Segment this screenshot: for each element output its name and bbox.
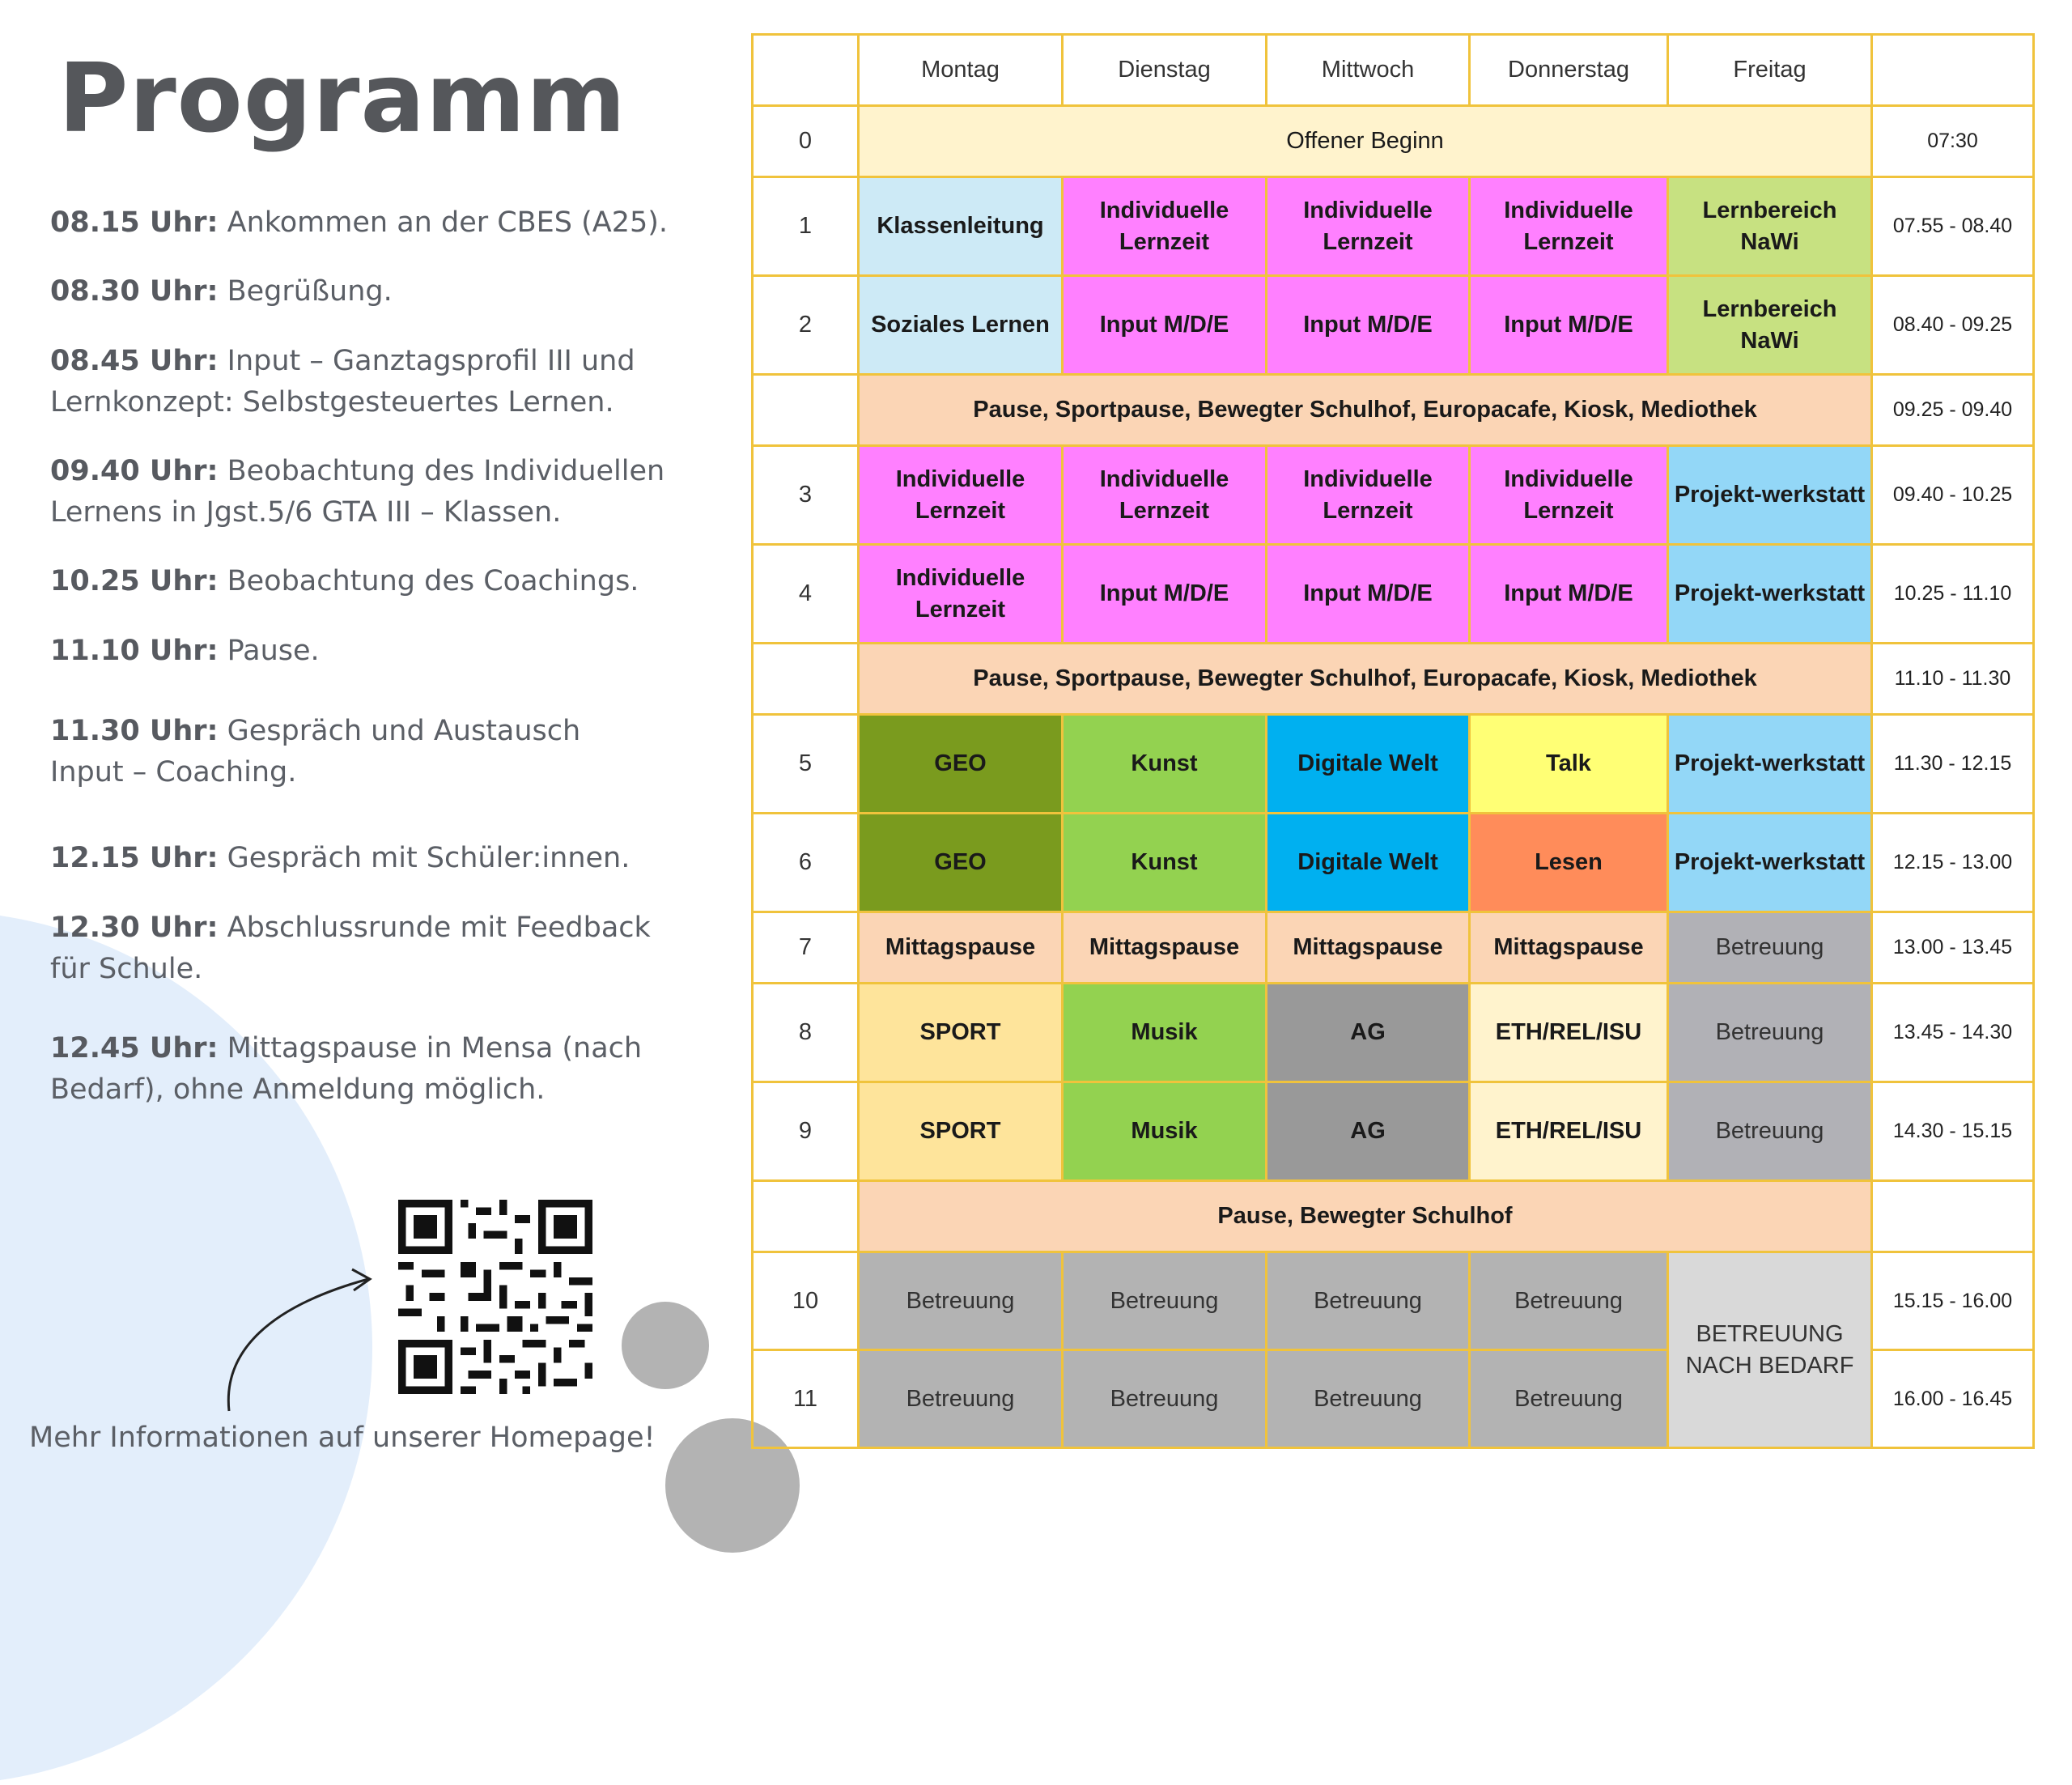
period-cell: Betreuung	[1063, 1252, 1267, 1350]
period-time: 10.25 - 11.10	[1872, 545, 2034, 644]
period-number: 1	[753, 177, 859, 276]
period-time	[1872, 1181, 2034, 1252]
table-row	[753, 276, 2034, 375]
agenda-time: 08.15 Uhr:	[50, 206, 219, 239]
period-number: 0	[753, 106, 859, 177]
page-title: Programm	[58, 42, 626, 154]
period-time: 13.00 - 13.45	[1872, 912, 2034, 984]
period-number: 11	[753, 1350, 859, 1448]
period-number: 6	[753, 814, 859, 912]
period-time: 14.30 - 15.15	[1872, 1082, 2034, 1181]
period-time: 09.40 - 10.25	[1872, 446, 2034, 545]
table-row	[753, 375, 2034, 446]
agenda-time: 11.10 Uhr:	[50, 635, 219, 667]
period-time: 16.00 - 16.45	[1872, 1350, 2034, 1448]
period-cell: Mittagspause	[859, 912, 1063, 984]
period-cell: Input M/D/E	[1063, 545, 1267, 644]
period-cell: Betreuung	[1668, 912, 1872, 984]
period-cell: Individuelle Lernzeit	[1063, 177, 1267, 276]
qr-code-icon	[398, 1200, 592, 1394]
period-cell: Individuelle Lernzeit	[859, 545, 1063, 644]
period-number: 9	[753, 1082, 859, 1181]
period-time: 09.25 - 09.40	[1872, 375, 2034, 446]
period-cell: AG	[1267, 1082, 1470, 1181]
timetable	[751, 33, 2035, 1449]
period-cell: Betreuung	[1267, 1252, 1470, 1350]
agenda-text: Pause.	[218, 635, 320, 667]
period-cell: Talk	[1470, 715, 1668, 814]
period-time: 13.45 - 14.30	[1872, 984, 2034, 1082]
period-number: 3	[753, 446, 859, 545]
period-cell: Betreuung	[1063, 1350, 1267, 1448]
period-time: 11.10 - 11.30	[1872, 644, 2034, 715]
agenda-time: 08.45 Uhr:	[50, 345, 219, 377]
period-cell: Kunst	[1063, 715, 1267, 814]
footer-homepage-text: Mehr Informationen auf unserer Homepage!	[29, 1422, 656, 1454]
corner-cell	[753, 35, 859, 106]
agenda-time: 10.25 Uhr:	[50, 565, 219, 597]
period-cell: AG	[1267, 984, 1470, 1082]
period-time: 11.30 - 12.15	[1872, 715, 2034, 814]
period-cell: Projekt-werkstatt	[1668, 715, 1872, 814]
period-cell: Betreuung	[859, 1350, 1063, 1448]
period-cell: GEO	[859, 814, 1063, 912]
period-time: 15.15 - 16.00	[1872, 1252, 2034, 1350]
period-time: 08.40 - 09.25	[1872, 276, 2034, 375]
period-cell: Musik	[1063, 984, 1267, 1082]
agenda-time: 12.45 Uhr:	[50, 1032, 219, 1065]
period-cell: Betreuung	[1267, 1350, 1470, 1448]
period-cell: Soziales Lernen	[859, 276, 1063, 375]
period-cell: Betreuung	[1470, 1252, 1668, 1350]
period-time: 12.15 - 13.00	[1872, 814, 2034, 912]
agenda-text: Begrüßung.	[218, 275, 393, 308]
table-row	[753, 984, 2034, 1082]
day-header: Mittwoch	[1267, 35, 1470, 106]
period-time: 07.55 - 08.40	[1872, 177, 2034, 276]
table-row	[753, 545, 2034, 644]
break-cell: Pause, Bewegter Schulhof	[859, 1181, 1872, 1252]
period-cell: SPORT	[859, 1082, 1063, 1181]
period-cell: Projekt-werkstatt	[1668, 545, 1872, 644]
agenda-time: 08.30 Uhr:	[50, 275, 219, 308]
period-cell: Input M/D/E	[1470, 545, 1668, 644]
break-cell: Pause, Sportpause, Bewegter Schulhof, Europacafe, Kiosk, Mediothek	[859, 644, 1872, 715]
agenda-item	[50, 631, 690, 672]
table-row	[753, 106, 2034, 177]
table-row	[753, 177, 2034, 276]
day-header: Donnerstag	[1470, 35, 1668, 106]
period-cell: Digitale Welt	[1267, 814, 1470, 912]
agenda-item	[50, 202, 690, 244]
period-number	[753, 375, 859, 446]
agenda-item	[50, 341, 673, 423]
period-cell: ETH/REL/ISU	[1470, 1082, 1668, 1181]
period-cell: Betreuung	[1668, 984, 1872, 1082]
agenda-text: Input – Ganztagsprofil III und Lernkonzept: Selbstgesteuertes Lernen.	[50, 345, 635, 419]
arrow-icon	[214, 1253, 393, 1415]
decorative-dot	[622, 1302, 709, 1389]
table-row	[753, 1181, 2034, 1252]
period-cell: SPORT	[859, 984, 1063, 1082]
agenda-time: 12.15 Uhr:	[50, 842, 219, 874]
agenda-item	[50, 1028, 665, 1111]
agenda-time: 09.40 Uhr:	[50, 455, 219, 487]
period-cell: Projekt-werkstatt	[1668, 446, 1872, 545]
table-row	[753, 715, 2034, 814]
period-number	[753, 1181, 859, 1252]
period-cell: Lernbereich NaWi	[1668, 276, 1872, 375]
agenda-item	[50, 838, 690, 879]
period-number: 8	[753, 984, 859, 1082]
table-row	[753, 814, 2034, 912]
period-cell: Musik	[1063, 1082, 1267, 1181]
agenda-item	[50, 451, 690, 533]
period-cell: GEO	[859, 715, 1063, 814]
qr-code[interactable]	[398, 1200, 592, 1394]
period-cell: Betreuung	[1470, 1350, 1668, 1448]
period-cell: Individuelle Lernzeit	[1470, 446, 1668, 545]
period-cell: Lernbereich NaWi	[1668, 177, 1872, 276]
period-cell: Offener Beginn	[859, 106, 1872, 177]
period-number: 5	[753, 715, 859, 814]
period-number: 10	[753, 1252, 859, 1350]
period-cell: Input M/D/E	[1267, 276, 1470, 375]
agenda-text: Gespräch mit Schüler:innen.	[218, 842, 631, 874]
period-cell: Individuelle Lernzeit	[1267, 446, 1470, 545]
period-cell: Lesen	[1470, 814, 1668, 912]
period-number: 2	[753, 276, 859, 375]
period-number	[753, 644, 859, 715]
period-number: 7	[753, 912, 859, 984]
agenda-text: Gespräch und Austausch Input – Coaching.	[50, 715, 581, 788]
day-header: Freitag	[1668, 35, 1872, 106]
agenda-text: Abschlussrunde mit Feedback für Schule.	[50, 912, 651, 985]
agenda-time: 12.30 Uhr:	[50, 912, 219, 944]
friday-late-cell: BETREUUNG NACH BEDARF	[1668, 1252, 1872, 1448]
period-cell: Individuelle Lernzeit	[1470, 177, 1668, 276]
period-cell: Individuelle Lernzeit	[1267, 177, 1470, 276]
period-cell: Individuelle Lernzeit	[859, 446, 1063, 545]
agenda-text: Beobachtung des Individuellen Lernens in Jgst.5/6 GTA III – Klassen.	[50, 455, 665, 529]
period-cell: Kunst	[1063, 814, 1267, 912]
table-row	[753, 912, 2034, 984]
period-cell: ETH/REL/ISU	[1470, 984, 1668, 1082]
period-cell: Mittagspause	[1267, 912, 1470, 984]
table-header-row	[753, 35, 2034, 106]
period-cell: Digitale Welt	[1267, 715, 1470, 814]
agenda-item	[50, 711, 617, 793]
period-time: 07:30	[1872, 106, 2034, 177]
period-cell: Individuelle Lernzeit	[1063, 446, 1267, 545]
period-cell: Projekt-werkstatt	[1668, 814, 1872, 912]
table-row	[753, 1252, 2034, 1350]
agenda-time: 11.30 Uhr:	[50, 715, 219, 747]
agenda-item	[50, 561, 690, 602]
period-cell: Mittagspause	[1063, 912, 1267, 984]
table-row	[753, 1082, 2034, 1181]
table-row	[753, 446, 2034, 545]
agenda-item	[50, 907, 690, 990]
period-cell: Betreuung	[859, 1252, 1063, 1350]
period-cell: Input M/D/E	[1267, 545, 1470, 644]
break-cell: Pause, Sportpause, Bewegter Schulhof, Europacafe, Kiosk, Mediothek	[859, 375, 1872, 446]
agenda-text: Ankommen an der CBES (A25).	[218, 206, 669, 239]
period-cell: Klassenleitung	[859, 177, 1063, 276]
time-header	[1872, 35, 2034, 106]
agenda-text: Beobachtung des Coachings.	[218, 565, 639, 597]
period-cell: Input M/D/E	[1063, 276, 1267, 375]
period-cell: Mittagspause	[1470, 912, 1668, 984]
period-cell: Input M/D/E	[1470, 276, 1668, 375]
period-number: 4	[753, 545, 859, 644]
agenda-text: Mittagspause in Mensa (nach Bedarf), ohne Anmeldung möglich.	[50, 1032, 643, 1106]
period-cell: Betreuung	[1668, 1082, 1872, 1181]
table-row	[753, 644, 2034, 715]
day-header: Montag	[859, 35, 1063, 106]
day-header: Dienstag	[1063, 35, 1267, 106]
agenda-item	[50, 271, 690, 312]
